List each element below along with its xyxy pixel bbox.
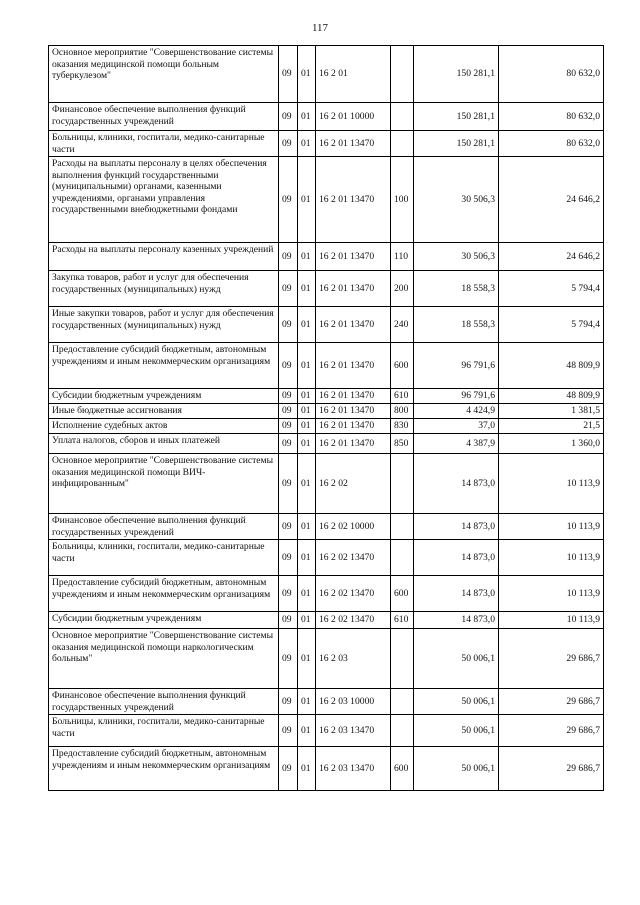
row-name: Предоставление субсидий бюджетным, автономным учреждениям и иным некоммерческим организациям	[49, 576, 279, 612]
row-csr: 16 2 01 10000	[316, 103, 391, 131]
row-vr: 610	[391, 612, 414, 629]
row-name: Больницы, клиники, госпитали, медико-санитарные части	[49, 540, 279, 576]
row-rz: 09	[279, 271, 298, 307]
row-vr	[391, 715, 414, 747]
table-row	[49, 434, 604, 454]
row-amount-1: 4 424,9	[414, 404, 499, 419]
row-pr: 01	[298, 514, 316, 540]
row-amount-2: 10 113,9	[499, 576, 604, 612]
row-amount-1: 50 006,1	[414, 629, 499, 689]
row-amount-2: 21,5	[499, 419, 604, 434]
row-rz: 09	[279, 454, 298, 514]
budget-table	[48, 45, 604, 791]
row-vr: 600	[391, 343, 414, 389]
row-amount-2: 29 686,7	[499, 747, 604, 791]
row-name: Уплата налогов, сборов и иных платежей	[49, 434, 279, 454]
row-vr: 830	[391, 419, 414, 434]
row-rz: 09	[279, 307, 298, 343]
row-amount-2: 24 646,2	[499, 157, 604, 243]
table-row	[49, 689, 604, 715]
table-row	[49, 629, 604, 689]
row-amount-1: 14 873,0	[414, 576, 499, 612]
row-amount-2: 80 632,0	[499, 131, 604, 157]
row-pr: 01	[298, 715, 316, 747]
row-amount-1: 50 006,1	[414, 747, 499, 791]
row-name: Финансовое обеспечение выполнения функций государственных учреждений	[49, 514, 279, 540]
table-row	[49, 243, 604, 271]
row-amount-2: 29 686,7	[499, 629, 604, 689]
row-rz: 09	[279, 747, 298, 791]
row-amount-2: 24 646,2	[499, 243, 604, 271]
row-pr: 01	[298, 419, 316, 434]
row-rz: 09	[279, 46, 298, 103]
row-csr: 16 2 03 13470	[316, 715, 391, 747]
table-row	[49, 103, 604, 131]
row-name: Основное мероприятие "Совершенствование системы оказания медицинской помощи больным туберкулезом"	[49, 46, 279, 103]
row-vr	[391, 689, 414, 715]
row-rz: 09	[279, 389, 298, 404]
row-rz: 09	[279, 157, 298, 243]
row-vr: 200	[391, 271, 414, 307]
row-pr: 01	[298, 434, 316, 454]
row-name: Исполнение судебных актов	[49, 419, 279, 434]
row-vr	[391, 131, 414, 157]
row-pr: 01	[298, 689, 316, 715]
row-vr: 110	[391, 243, 414, 271]
row-name: Закупка товаров, работ и услуг для обеспечения государственных (муниципальных) нужд	[49, 271, 279, 307]
row-amount-1: 37,0	[414, 419, 499, 434]
table-row	[49, 419, 604, 434]
row-name: Расходы на выплаты персоналу казенных учреждений	[49, 243, 279, 271]
row-amount-1: 150 281,1	[414, 103, 499, 131]
row-amount-1: 4 387,9	[414, 434, 499, 454]
row-name: Субсидии бюджетным учреждениям	[49, 612, 279, 629]
table-row	[49, 343, 604, 389]
row-rz: 09	[279, 131, 298, 157]
row-pr: 01	[298, 629, 316, 689]
table-row	[49, 131, 604, 157]
row-amount-2: 5 794,4	[499, 307, 604, 343]
row-amount-1: 96 791,6	[414, 389, 499, 404]
row-amount-1: 30 506,3	[414, 243, 499, 271]
table-row	[49, 514, 604, 540]
row-rz: 09	[279, 629, 298, 689]
row-vr	[391, 103, 414, 131]
row-name: Предоставление субсидий бюджетным, автономным учреждениям и иным некоммерческим организациям	[49, 343, 279, 389]
row-amount-1: 18 558,3	[414, 271, 499, 307]
row-csr: 16 2 01 13470	[316, 307, 391, 343]
row-rz: 09	[279, 419, 298, 434]
row-name: Иные закупки товаров, работ и услуг для обеспечения государственных (муниципальных) нужд	[49, 307, 279, 343]
row-amount-1: 150 281,1	[414, 131, 499, 157]
row-rz: 09	[279, 612, 298, 629]
row-amount-1: 14 873,0	[414, 514, 499, 540]
row-csr: 16 2 01 13470	[316, 243, 391, 271]
row-vr	[391, 514, 414, 540]
row-csr: 16 2 01 13470	[316, 131, 391, 157]
row-pr: 01	[298, 271, 316, 307]
row-name: Финансовое обеспечение выполнения функций государственных учреждений	[49, 689, 279, 715]
table-row	[49, 540, 604, 576]
row-name: Иные бюджетные ассигнования	[49, 404, 279, 419]
row-rz: 09	[279, 715, 298, 747]
row-pr: 01	[298, 747, 316, 791]
row-vr	[391, 46, 414, 103]
row-csr: 16 2 03 10000	[316, 689, 391, 715]
row-csr: 16 2 02	[316, 454, 391, 514]
row-csr: 16 2 01 13470	[316, 271, 391, 307]
row-amount-1: 50 006,1	[414, 689, 499, 715]
row-vr	[391, 629, 414, 689]
table-row	[49, 612, 604, 629]
table-row	[49, 404, 604, 419]
row-amount-2: 10 113,9	[499, 514, 604, 540]
row-name: Финансовое обеспечение выполнения функций государственных учреждений	[49, 103, 279, 131]
row-amount-2: 29 686,7	[499, 689, 604, 715]
row-amount-2: 5 794,4	[499, 271, 604, 307]
row-pr: 01	[298, 46, 316, 103]
row-name: Основное мероприятие "Совершенствование системы оказания медицинской помощи ВИЧ-инфицированным"	[49, 454, 279, 514]
row-amount-2: 1 381,5	[499, 404, 604, 419]
row-amount-2: 48 809,9	[499, 343, 604, 389]
row-csr: 16 2 02 10000	[316, 514, 391, 540]
row-rz: 09	[279, 434, 298, 454]
row-pr: 01	[298, 243, 316, 271]
row-rz: 09	[279, 243, 298, 271]
row-csr: 16 2 03 13470	[316, 747, 391, 791]
row-csr: 16 2 01 13470	[316, 343, 391, 389]
row-name: Основное мероприятие "Совершенствование системы оказания медицинской помощи наркологическим больным"	[49, 629, 279, 689]
row-pr: 01	[298, 157, 316, 243]
row-vr: 100	[391, 157, 414, 243]
row-pr: 01	[298, 404, 316, 419]
row-rz: 09	[279, 103, 298, 131]
row-rz: 09	[279, 540, 298, 576]
row-rz: 09	[279, 514, 298, 540]
row-amount-2: 29 686,7	[499, 715, 604, 747]
row-amount-1: 30 506,3	[414, 157, 499, 243]
row-name: Предоставление субсидий бюджетным, автономным учреждениям и иным некоммерческим организациям	[49, 747, 279, 791]
table-row	[49, 271, 604, 307]
row-amount-1: 14 873,0	[414, 454, 499, 514]
row-pr: 01	[298, 612, 316, 629]
row-csr: 16 2 02 13470	[316, 540, 391, 576]
row-csr: 16 2 01	[316, 46, 391, 103]
row-amount-2: 10 113,9	[499, 540, 604, 576]
row-csr: 16 2 01 13470	[316, 404, 391, 419]
row-amount-1: 150 281,1	[414, 46, 499, 103]
table-row	[49, 157, 604, 243]
page-number: 117	[311, 22, 329, 34]
row-vr: 600	[391, 747, 414, 791]
row-pr: 01	[298, 576, 316, 612]
table-row	[49, 46, 604, 103]
row-amount-1: 18 558,3	[414, 307, 499, 343]
row-csr: 16 2 01 13470	[316, 157, 391, 243]
row-vr: 600	[391, 576, 414, 612]
row-csr: 16 2 02 13470	[316, 576, 391, 612]
row-amount-2: 48 809,9	[499, 389, 604, 404]
row-pr: 01	[298, 343, 316, 389]
row-amount-2: 1 360,0	[499, 434, 604, 454]
table-row	[49, 576, 604, 612]
row-pr: 01	[298, 131, 316, 157]
row-name: Субсидии бюджетным учреждениям	[49, 389, 279, 404]
row-pr: 01	[298, 389, 316, 404]
row-vr	[391, 540, 414, 576]
row-amount-1: 96 791,6	[414, 343, 499, 389]
row-pr: 01	[298, 307, 316, 343]
row-amount-2: 10 113,9	[499, 454, 604, 514]
table-row	[49, 307, 604, 343]
row-rz: 09	[279, 689, 298, 715]
row-amount-1: 14 873,0	[414, 540, 499, 576]
row-csr: 16 2 03	[316, 629, 391, 689]
row-amount-2: 80 632,0	[499, 103, 604, 131]
row-vr	[391, 454, 414, 514]
row-pr: 01	[298, 103, 316, 131]
row-csr: 16 2 01 13470	[316, 419, 391, 434]
row-name: Расходы на выплаты персоналу в целях обеспечения выполнения функций государственными (муниципальными) органами, казенными учреждениями, органами управления государственными внебюджетными фондами	[49, 157, 279, 243]
row-pr: 01	[298, 540, 316, 576]
row-rz: 09	[279, 576, 298, 612]
row-rz: 09	[279, 343, 298, 389]
table-row	[49, 747, 604, 791]
row-vr: 800	[391, 404, 414, 419]
row-amount-1: 50 006,1	[414, 715, 499, 747]
table-row	[49, 389, 604, 404]
row-name: Больницы, клиники, госпитали, медико-санитарные части	[49, 715, 279, 747]
row-amount-2: 80 632,0	[499, 46, 604, 103]
row-vr: 850	[391, 434, 414, 454]
row-rz: 09	[279, 404, 298, 419]
row-csr: 16 2 02 13470	[316, 612, 391, 629]
table-row	[49, 715, 604, 747]
row-amount-1: 14 873,0	[414, 612, 499, 629]
table-row	[49, 454, 604, 514]
row-csr: 16 2 01 13470	[316, 389, 391, 404]
budget-table-body	[49, 46, 604, 791]
row-pr: 01	[298, 454, 316, 514]
row-name: Больницы, клиники, госпитали, медико-санитарные части	[49, 131, 279, 157]
row-csr: 16 2 01 13470	[316, 434, 391, 454]
row-vr: 610	[391, 389, 414, 404]
row-vr: 240	[391, 307, 414, 343]
row-amount-2: 10 113,9	[499, 612, 604, 629]
